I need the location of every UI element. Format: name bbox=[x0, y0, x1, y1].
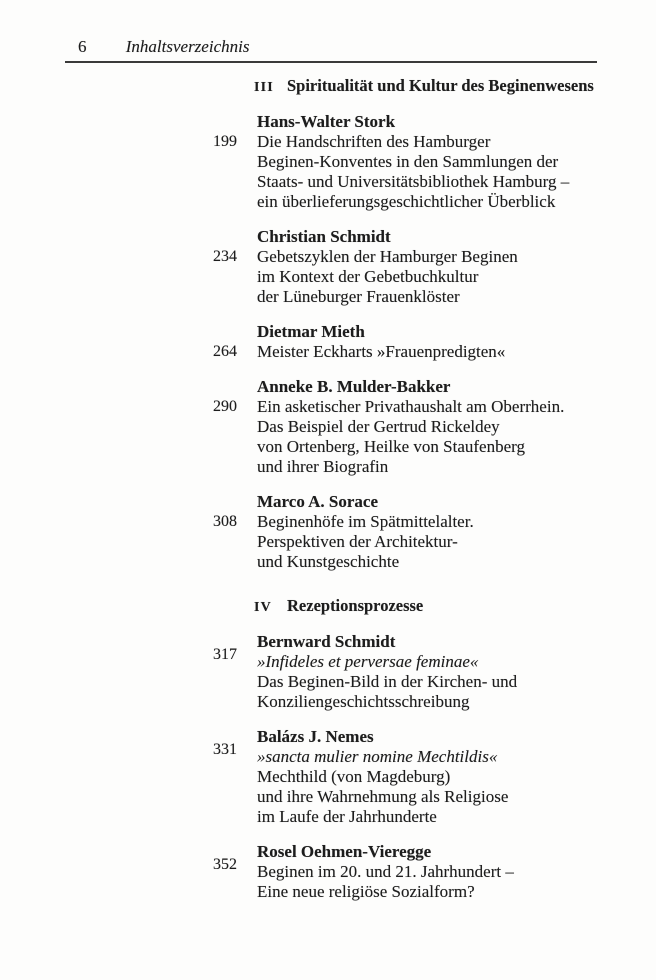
toc-entry bbox=[213, 322, 597, 362]
entry-author: Christian Schmidt bbox=[257, 227, 391, 246]
toc-entry bbox=[213, 842, 597, 902]
entry-page-number: 199 bbox=[213, 133, 237, 150]
section-numeral: III bbox=[254, 80, 274, 95]
toc-entry bbox=[213, 632, 597, 712]
entry-author: Hans-Walter Stork bbox=[257, 112, 396, 131]
entry-title-line: Mechthild (von Magdeburg) bbox=[257, 767, 451, 786]
toc-entry bbox=[213, 112, 597, 212]
entry-author: Balázs J. Nemes bbox=[257, 727, 374, 746]
running-header-title: Inhaltsverzeichnis bbox=[125, 37, 250, 56]
toc-content bbox=[65, 37, 597, 917]
entry-title-line: »sancta mulier nomine Mechtildis« bbox=[257, 747, 498, 766]
toc-entry bbox=[213, 227, 597, 307]
running-header bbox=[65, 37, 597, 63]
entry-page-number: 352 bbox=[213, 856, 237, 873]
entry-title-line: und ihrer Biografin bbox=[257, 457, 389, 476]
entry-title-line: Meister Eckharts »Frauenpredigten« bbox=[257, 342, 506, 361]
section-title: Rezeptionsprozesse bbox=[287, 596, 424, 615]
entry-title-line: Beginen im 20. und 21. Jahrhundert – bbox=[257, 862, 514, 881]
entry-title-line: Gebetszyklen der Hamburger Beginen bbox=[257, 247, 518, 266]
section-numeral: IV bbox=[254, 600, 272, 615]
entry-title-line: Konziliengeschichtsschreibung bbox=[257, 692, 470, 711]
entry-title-line: Die Handschriften des Hamburger bbox=[257, 132, 491, 151]
toc-entry bbox=[213, 727, 597, 827]
entry-title-line: der Lüneburger Frauenklöster bbox=[257, 287, 460, 306]
entry-page-number: 331 bbox=[213, 741, 237, 758]
section-heading-iii bbox=[254, 76, 597, 98]
entry-title-line: und ihre Wahrnehmung als Religiose bbox=[257, 787, 509, 806]
entry-title-line: Beginenhöfe im Spätmittelalter. bbox=[257, 512, 474, 531]
entry-title-line: Perspektiven der Architektur- bbox=[257, 532, 458, 551]
entry-title-line: im Kontext der Gebetbuchkultur bbox=[257, 267, 479, 286]
entry-title-line: Beginen-Konventes in den Sammlungen der bbox=[257, 152, 559, 171]
entry-title-line: von Ortenberg, Heilke von Staufenberg bbox=[257, 437, 525, 456]
entry-title-line: Eine neue religiöse Sozialform? bbox=[257, 882, 475, 901]
entry-author: Dietmar Mieth bbox=[257, 322, 365, 341]
entry-author: Anneke B. Mulder-Bakker bbox=[257, 377, 451, 396]
entry-author: Bernward Schmidt bbox=[257, 632, 396, 651]
entry-title-line: Ein asketischer Privathaushalt am Oberrhein. bbox=[257, 397, 565, 416]
entry-title-line: und Kunstgeschichte bbox=[257, 552, 400, 571]
entry-title-line: ein überlieferungsgeschichtlicher Überblick bbox=[257, 192, 556, 211]
entry-page-number: 290 bbox=[213, 398, 237, 415]
entry-page-number: 317 bbox=[213, 646, 237, 663]
entry-page-number: 234 bbox=[213, 248, 237, 265]
entry-title-line: Das Beispiel der Gertrud Rickeldey bbox=[257, 417, 500, 436]
page-number: 6 bbox=[78, 37, 87, 56]
entry-title-line: Das Beginen-Bild in der Kirchen- und bbox=[257, 672, 518, 691]
entry-author: Marco A. Sorace bbox=[257, 492, 379, 511]
entry-author: Rosel Oehmen-Vieregge bbox=[257, 842, 432, 861]
section-title: Spiritualität und Kultur des Beginenwesens bbox=[287, 76, 594, 95]
section-heading-iv bbox=[254, 596, 597, 618]
entry-page-number: 264 bbox=[213, 343, 237, 360]
entry-title-line: Staats- und Universitätsbibliothek Hamburg – bbox=[257, 172, 570, 191]
entry-title-line: »Infideles et perversae feminae« bbox=[257, 652, 479, 671]
entry-title-line: im Laufe der Jahrhunderte bbox=[257, 807, 437, 826]
toc-entry bbox=[213, 492, 597, 572]
toc-entry bbox=[213, 377, 597, 477]
entry-page-number: 308 bbox=[213, 513, 237, 530]
